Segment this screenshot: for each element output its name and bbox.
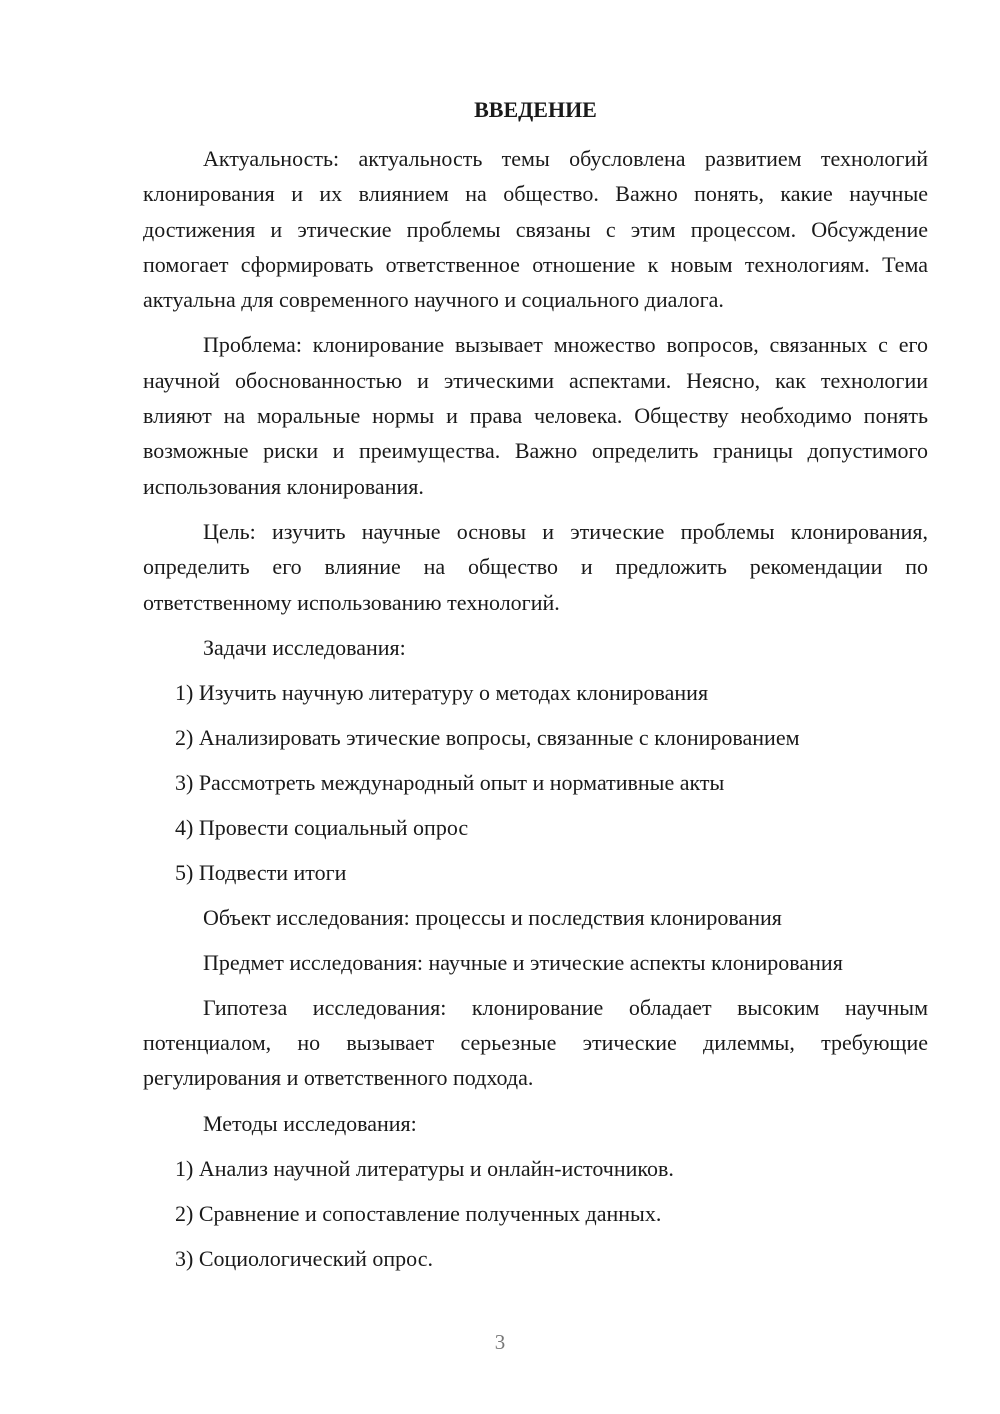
list-item: 1) Анализ научной литературы и онлайн-источников. [175, 1155, 674, 1181]
document-page [143, 92, 928, 1286]
problem-paragraph: Проблема: клонирование вызывает множество вопросов, связанных с его научной обоснованностью и этическими аспектами. Неясно, как технологии влияют на моральные нормы и права человека. Обществу необходимо понять возможные риски и преимущества. Важно определить границы допустимого использования клонирования. [143, 332, 928, 499]
methods-list [143, 1151, 928, 1276]
object-line: Объект исследования: процессы и последствия клонирования [203, 904, 782, 930]
list-item: 2) Сравнение и сопоставление полученных данных. [175, 1200, 662, 1226]
subject-line: Предмет исследования: научные и этические аспекты клонирования [203, 949, 843, 975]
list-item: 2) Анализировать этические вопросы, связанные с клонированием [175, 724, 800, 750]
tasks-heading: Задачи исследования: [203, 634, 406, 660]
methods-heading: Методы исследования: [203, 1110, 417, 1136]
list-item: 4) Провести социальный опрос [175, 814, 469, 840]
list-item: 5) Подвести итоги [175, 859, 347, 885]
list-item: 1) Изучить научную литературу о методах клонирования [175, 679, 709, 705]
goal-paragraph: Цель: изучить научные основы и этические проблемы клонирования, определить его влияние на общество и предложить рекомендации по ответственному использованию технологий. [143, 518, 928, 615]
page-number: 3 [494, 1330, 506, 1354]
list-item: 3) Социологический опрос. [175, 1245, 433, 1271]
relevance-paragraph: Актуальность: актуальность темы обусловлена развитием технологий клонирования и их влиянием на общество. Важно понять, какие научные достижения и этические проблемы связаны с этим процессом. Обсуждение помогает сформировать ответственное отношение к новым технологиям. Тема актуальна для современного научного и социального диалога. [143, 146, 928, 313]
tasks-list [143, 675, 928, 890]
hypothesis-paragraph: Гипотеза исследования: клонирование обладает высоким научным потенциалом, но вызывает серьезные этические дилеммы, требующие регулирования и ответственного подхода. [143, 994, 928, 1091]
section-title: ВВЕДЕНИЕ [474, 97, 597, 122]
list-item: 3) Рассмотреть международный опыт и нормативные акты [175, 769, 725, 795]
